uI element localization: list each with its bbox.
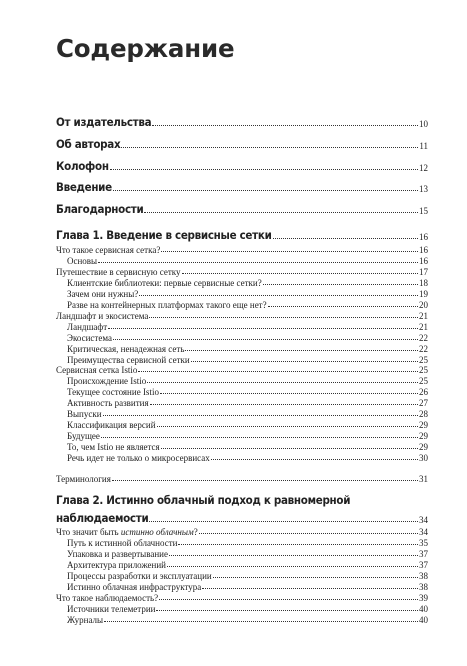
dot-leader	[144, 212, 418, 213]
dot-leader	[110, 169, 418, 170]
toc-entry-label: Текущее состояние Istio	[67, 387, 159, 398]
toc-entry-label: Введение	[56, 180, 112, 194]
toc-section-entry[interactable]	[56, 527, 428, 537]
toc-page-number: 25	[419, 365, 428, 376]
toc-entry-front[interactable]	[56, 115, 428, 129]
toc-subsection-entry[interactable]	[56, 289, 428, 299]
dot-leader	[178, 544, 418, 545]
toc-page-number: 26	[419, 387, 428, 398]
toc-page-number: 40	[419, 603, 428, 614]
dot-leader	[104, 621, 418, 622]
toc-subsection-entry[interactable]	[56, 322, 428, 332]
toc-entry-label: Экосистема	[67, 332, 112, 343]
toc-subsection-entry[interactable]	[56, 333, 428, 343]
dot-leader	[139, 295, 418, 296]
dot-leader	[161, 448, 418, 449]
toc-page-number: 10	[419, 119, 428, 129]
toc-section-entry[interactable]	[56, 267, 428, 277]
dot-leader	[149, 317, 418, 318]
toc-entry-label: Архитектура приложений	[67, 559, 166, 570]
toc-page-number: 21	[419, 310, 428, 321]
toc-entry-label: Клиентские библиотеки: первые сервисные сетки?	[67, 277, 262, 288]
toc-entry-label: От издательства	[56, 115, 152, 129]
toc-page-number: 34	[419, 515, 428, 525]
dot-leader	[191, 361, 418, 362]
toc-page-number: 11	[419, 141, 428, 151]
dot-leader	[150, 404, 418, 405]
toc-entry-label: Основы	[67, 255, 98, 266]
toc-subsection-entry[interactable]	[56, 431, 428, 441]
dot-leader	[101, 437, 418, 438]
toc-entry-label: Терминология	[56, 474, 111, 484]
toc-page-number: 38	[419, 581, 428, 592]
toc-entry-front[interactable]	[56, 137, 428, 151]
toc-page-number: 34	[419, 527, 428, 537]
label-text: ?	[193, 527, 198, 537]
toc-section-entry[interactable]	[56, 593, 428, 603]
dot-leader	[161, 251, 418, 252]
dot-leader	[113, 339, 418, 340]
toc-entry-label: Будущее	[67, 431, 100, 442]
dot-leader	[199, 533, 418, 534]
toc-subsection-entry[interactable]	[56, 409, 428, 419]
toc-page-number: 29	[419, 431, 428, 442]
toc-entry-label: Активность развития	[67, 398, 149, 409]
dot-leader	[160, 393, 418, 394]
dot-leader	[147, 382, 418, 383]
toc-entry-label: Речь идет не только о микросервисах	[67, 453, 210, 464]
chapter-title: Глава 1. Введение в сервисные сетки	[56, 228, 272, 242]
toc-entry-label: То, чем Istio не является	[67, 442, 160, 453]
dot-leader	[159, 599, 418, 600]
dot-leader	[213, 577, 418, 578]
toc-page-number: 37	[419, 559, 428, 570]
dot-leader	[138, 371, 418, 372]
dot-leader	[182, 273, 418, 274]
toc-subsection-entry[interactable]	[56, 582, 428, 592]
toc-page-number: 29	[419, 442, 428, 453]
toc-page-number: 17	[419, 266, 428, 277]
toc-subsection-entry[interactable]	[56, 453, 428, 463]
toc-entry-label: Путешествие в сервисную сетку	[56, 266, 181, 277]
toc-entry-label: Что такое наблюдаемость?	[56, 592, 159, 603]
page-title: Содержание	[56, 34, 235, 63]
label-emphasis: истинно облачным	[120, 527, 194, 537]
toc-page-number: 28	[419, 409, 428, 420]
toc-subsection-entry[interactable]	[56, 560, 428, 570]
dot-leader	[149, 521, 418, 522]
toc-page-number: 40	[419, 614, 428, 625]
toc-entry-label: Источники телеметрии	[67, 603, 156, 614]
toc-page-number: 12	[419, 163, 428, 173]
dot-leader	[152, 125, 418, 126]
toc-subsection-entry[interactable]	[56, 376, 428, 386]
toc-section-entry[interactable]	[56, 245, 428, 255]
dot-leader	[185, 350, 418, 351]
toc-entry-label: Благодарности	[56, 202, 144, 216]
toc-page-number: 13	[419, 184, 428, 194]
toc-entry-label: Классификация версий	[67, 420, 156, 431]
toc-entry-label: Зачем они нужны?	[67, 288, 139, 299]
toc-page-number: 27	[419, 398, 428, 409]
dot-leader	[263, 284, 418, 285]
dot-leader	[113, 190, 418, 191]
dot-leader	[156, 610, 418, 611]
toc-page-number: 16	[419, 255, 428, 266]
toc-entry-label: Происхождение Istio	[67, 376, 147, 387]
dot-leader	[268, 306, 418, 307]
toc-subsection-entry[interactable]	[56, 398, 428, 408]
toc-section-entry[interactable]	[56, 474, 428, 484]
toc-entry-label: Что такое сервисная сетка?	[56, 245, 161, 255]
chapter-title: наблюдаемости	[56, 511, 149, 525]
toc-entry-front[interactable]	[56, 202, 428, 216]
toc-entry-label	[56, 527, 198, 537]
toc-subsection-entry[interactable]	[56, 420, 428, 430]
toc-entry-label: Путь к истинной облачности	[67, 537, 178, 548]
chapter-1-heading[interactable]	[56, 228, 428, 242]
dot-leader	[112, 480, 418, 481]
toc-page-number: 21	[419, 321, 428, 332]
toc-page-number: 22	[419, 343, 428, 354]
toc-entry-label: Колофон	[56, 159, 109, 173]
dot-leader	[169, 555, 418, 556]
toc-page-number: 25	[419, 376, 428, 387]
toc-entry-label: Преимущества сервисной сетки	[67, 354, 190, 365]
toc-subsection-entry[interactable]	[56, 615, 428, 625]
toc-entry-label: Ландшафт	[67, 321, 108, 332]
toc-subsection-entry[interactable]	[56, 278, 428, 288]
toc-subsection-entry[interactable]	[56, 387, 428, 397]
dot-leader	[98, 262, 418, 263]
toc-entry-label: Об авторах	[56, 137, 121, 151]
toc-entry-front[interactable]	[56, 180, 428, 194]
dot-leader	[273, 238, 418, 239]
dot-leader	[167, 566, 418, 567]
toc-entry-label: Критическая, ненадежная сеть	[67, 343, 185, 354]
toc-subsection-entry[interactable]	[56, 300, 428, 310]
toc-page-number: 16	[419, 232, 428, 242]
chapter-2-heading[interactable]	[56, 511, 428, 525]
dot-leader	[202, 588, 418, 589]
toc-subsection-entry[interactable]	[56, 549, 428, 559]
label-text: Что значит быть	[56, 527, 121, 537]
toc-page-number: 25	[419, 354, 428, 365]
dot-leader	[211, 459, 418, 460]
toc-entry-front[interactable]	[56, 159, 428, 173]
toc-page-number: 22	[419, 332, 428, 343]
toc-page-number: 16	[419, 245, 428, 255]
toc-page-number: 18	[419, 277, 428, 288]
toc-subsection-entry[interactable]	[56, 571, 428, 581]
toc-entry-label: Процессы разработки и эксплуатации	[67, 570, 212, 581]
toc-page-number: 15	[419, 206, 428, 216]
toc-page-number: 31	[419, 474, 428, 484]
toc-page-number: 37	[419, 548, 428, 559]
dot-leader	[157, 426, 418, 427]
toc-entry-label: Ландшафт и экосистема	[56, 310, 149, 321]
toc-page-number: 29	[419, 420, 428, 431]
toc-entry-label: Упаковка и развертывание	[67, 548, 168, 559]
toc-subsection-entry[interactable]	[56, 442, 428, 452]
toc-page-number: 39	[419, 592, 428, 603]
toc-entry-label: Сервисная сетка Istio	[56, 365, 138, 376]
toc-entry-label: Разве на контейнерных платформах такого еще нет?	[67, 299, 267, 310]
toc-page-number: 20	[419, 299, 428, 310]
dot-leader	[121, 147, 418, 148]
toc-entry-label: Истинно облачная инфраструктура	[67, 581, 202, 592]
toc-page-number: 19	[419, 288, 428, 299]
toc-page-number: 35	[419, 537, 428, 548]
toc-subsection-entry[interactable]	[56, 344, 428, 354]
toc-subsection-entry[interactable]	[56, 538, 428, 548]
toc-section-entry[interactable]	[56, 365, 428, 375]
toc-section-entry[interactable]	[56, 311, 428, 321]
toc-subsection-entry[interactable]	[56, 256, 428, 266]
chapter-2-title-line1[interactable]: Глава 2. Истинно облачный подход к равномерной	[56, 493, 351, 507]
toc-entry-label: Журналы	[67, 614, 104, 625]
toc-page-number: 38	[419, 570, 428, 581]
toc-entry-label: Выпуски	[67, 409, 102, 420]
toc-subsection-entry[interactable]	[56, 355, 428, 365]
dot-leader	[103, 415, 418, 416]
toc-subsection-entry[interactable]	[56, 604, 428, 614]
dot-leader	[108, 328, 418, 329]
toc-page-number: 30	[419, 453, 428, 464]
